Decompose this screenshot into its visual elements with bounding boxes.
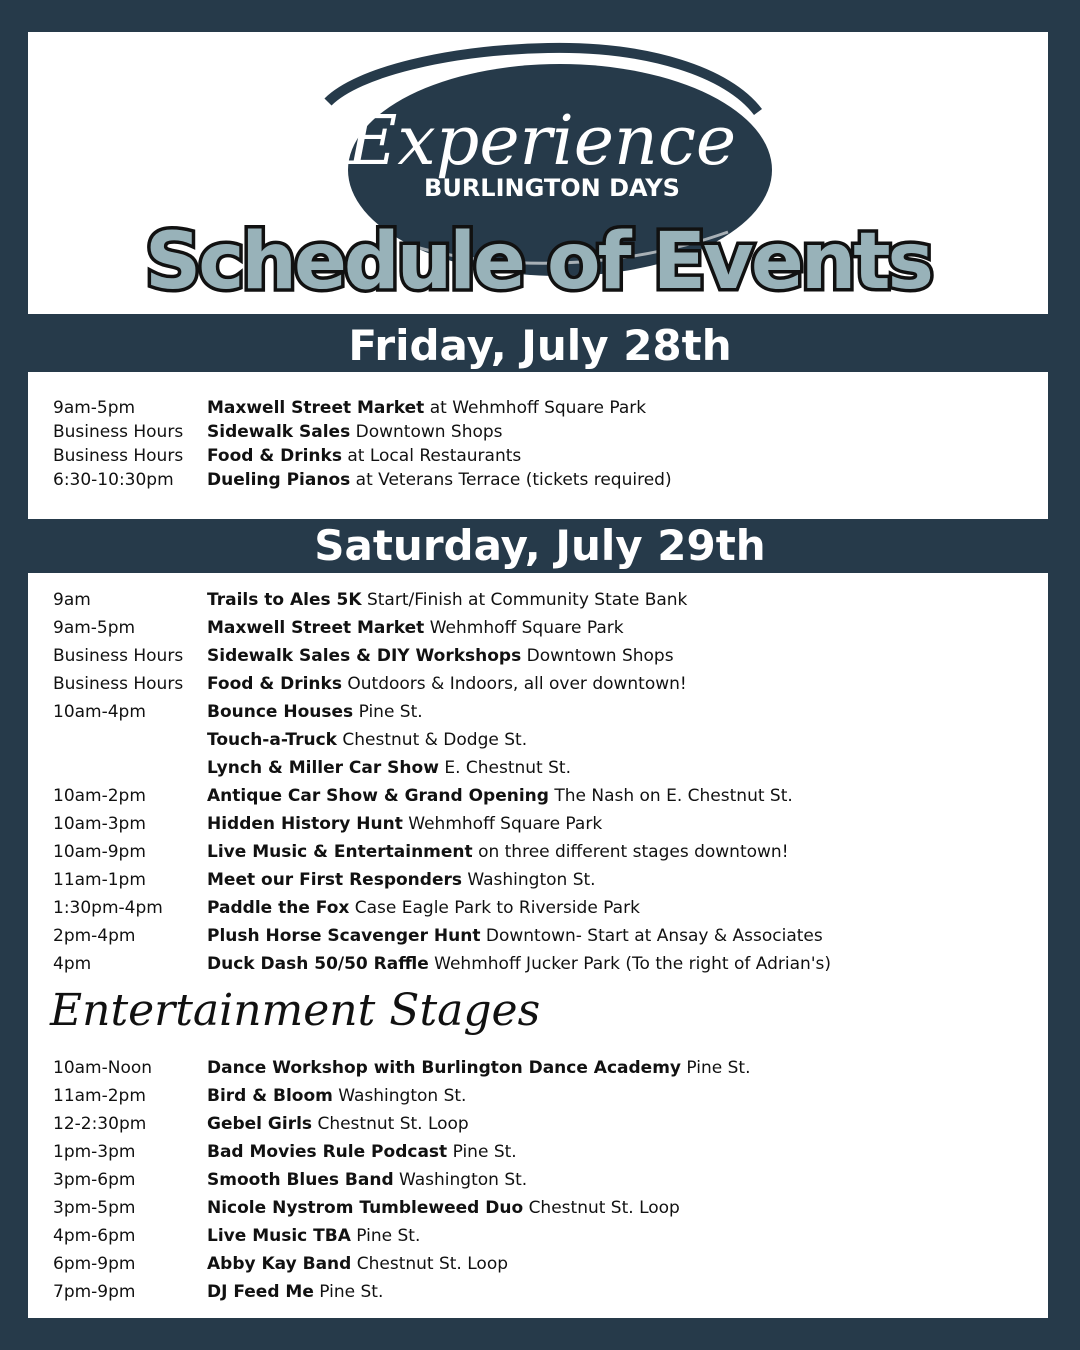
event-location: Downtown Shops — [526, 646, 674, 666]
event-time: 3pm-6pm — [53, 1170, 136, 1190]
event-name: Touch-a-Truck — [207, 730, 337, 750]
event-name: Maxwell Street Market — [207, 398, 425, 418]
event-time: 4pm — [53, 954, 92, 974]
schedule-row — [53, 1250, 508, 1278]
event-location: The Nash on E. Chestnut St. — [554, 786, 793, 806]
saturday-schedule-panel — [28, 573, 1048, 1318]
event-name: Gebel Girls — [207, 1114, 313, 1134]
event-location: Washington St. — [399, 1170, 528, 1190]
schedule-row — [53, 950, 831, 978]
event-time: 6pm-9pm — [53, 1254, 136, 1274]
event-location: Chestnut & Dodge St. — [342, 730, 528, 750]
event-name: Abby Kay Band — [207, 1254, 352, 1274]
event-name: Hidden History Hunt — [207, 814, 403, 834]
event-time: 9am-5pm — [53, 398, 136, 418]
event-time: 7pm-9pm — [53, 1282, 136, 1302]
event-location: Chestnut St. Loop — [317, 1114, 469, 1134]
schedule-row — [53, 726, 527, 754]
schedule-row — [53, 894, 640, 922]
event-time: 1:30pm-4pm — [53, 898, 163, 918]
schedule-row — [53, 466, 672, 494]
event-location: on three different stages downtown! — [478, 842, 789, 862]
event-location: Wehmhoff Square Park — [429, 618, 624, 638]
event-name: Bird & Bloom — [207, 1086, 333, 1106]
logo-sub-text: BURLINGTON DAYS — [424, 174, 680, 202]
event-time: Business Hours — [53, 674, 184, 694]
event-location: Chestnut St. Loop — [528, 1198, 680, 1218]
event-name: Bad Movies Rule Podcast — [207, 1142, 448, 1162]
schedule-row — [53, 1082, 466, 1110]
friday-schedule-panel — [28, 372, 1048, 519]
logo-script-text: Experience — [347, 102, 737, 181]
schedule-row — [53, 670, 687, 698]
event-name: Maxwell Street Market — [207, 618, 425, 638]
event-time: 9am — [53, 590, 91, 610]
event-time: 10am-3pm — [53, 814, 146, 834]
event-time: 12-2:30pm — [53, 1114, 147, 1134]
event-time: Business Hours — [53, 446, 184, 466]
schedule-row — [53, 754, 571, 782]
event-name: Live Music TBA — [207, 1226, 351, 1246]
schedule-row — [53, 642, 674, 670]
schedule-row — [53, 586, 687, 614]
event-name: Sidewalk Sales & DIY Workshops — [207, 646, 522, 666]
event-location: Pine St. — [358, 702, 423, 722]
event-time: 11am-2pm — [53, 1086, 146, 1106]
event-time: 10am-2pm — [53, 786, 146, 806]
event-location: Wehmhoff Square Park — [408, 814, 603, 834]
event-time: 9am-5pm — [53, 618, 136, 638]
event-time: 10am-4pm — [53, 702, 146, 722]
friday-heading: Friday, July 28th — [348, 321, 732, 370]
event-time: 10am-9pm — [53, 842, 146, 862]
event-location: at Veterans Terrace (tickets required) — [355, 470, 672, 490]
page-title: Schedule of Events — [145, 217, 931, 307]
schedule-row — [53, 810, 602, 838]
event-location: Downtown Shops — [355, 422, 503, 442]
event-name: Dueling Pianos — [207, 470, 351, 490]
event-time: 1pm-3pm — [53, 1142, 136, 1162]
schedule-row — [53, 838, 789, 866]
event-name: Dance Workshop with Burlington Dance Academy — [207, 1058, 681, 1078]
event-location: at Wehmhoff Square Park — [429, 398, 647, 418]
entertainment-stages-heading: Entertainment Stages — [50, 985, 541, 1036]
event-name: Lynch & Miller Car Show — [207, 758, 439, 778]
event-location: Wehmhoff Jucker Park (To the right of Adrian's) — [434, 954, 831, 974]
event-location: Washington St. — [338, 1086, 467, 1106]
event-time: 6:30-10:30pm — [53, 470, 174, 490]
event-location: Downtown- Start at Ansay & Associates — [485, 926, 823, 946]
event-location: Pine St. — [686, 1058, 751, 1078]
event-name: Meet our First Responders — [207, 870, 462, 890]
event-name: Bounce Houses — [207, 702, 354, 722]
event-name: Plush Horse Scavenger Hunt — [207, 926, 481, 946]
schedule-row — [53, 1138, 517, 1166]
event-name: Trails to Ales 5K — [207, 590, 362, 610]
event-name: Live Music & Entertainment — [207, 842, 473, 862]
event-name: Antique Car Show & Grand Opening — [207, 786, 549, 806]
schedule-row — [53, 922, 823, 950]
event-time: 3pm-5pm — [53, 1198, 136, 1218]
event-time: 11am-1pm — [53, 870, 146, 890]
event-name: DJ Feed Me — [207, 1282, 314, 1302]
schedule-row — [53, 866, 596, 894]
schedule-row — [53, 1278, 383, 1306]
schedule-row — [53, 1054, 751, 1082]
event-location: Washington St. — [467, 870, 596, 890]
event-name: Duck Dash 50/50 Raffle — [207, 954, 429, 974]
event-name: Sidewalk Sales — [207, 422, 351, 442]
event-name: Food & Drinks — [207, 674, 342, 694]
event-location: Case Eagle Park to Riverside Park — [354, 898, 640, 918]
schedule-row — [53, 614, 624, 642]
event-location: Pine St. — [356, 1226, 421, 1246]
event-name: Smooth Blues Band — [207, 1170, 394, 1190]
event-time: Business Hours — [53, 646, 184, 666]
event-time: 2pm-4pm — [53, 926, 136, 946]
schedule-row — [53, 1166, 527, 1194]
event-location: E. Chestnut St. — [444, 758, 571, 778]
saturday-heading: Saturday, July 29th — [314, 521, 766, 570]
event-location: Pine St. — [319, 1282, 384, 1302]
event-location: Chestnut St. Loop — [356, 1254, 509, 1274]
schedule-row — [53, 1194, 680, 1222]
event-location: Start/Finish at Community State Bank — [366, 590, 688, 610]
event-time: Business Hours — [53, 422, 184, 442]
header-panel — [28, 32, 1048, 314]
event-name: Food & Drinks — [207, 446, 342, 466]
event-location: Pine St. — [452, 1142, 517, 1162]
event-time: 10am-Noon — [53, 1058, 153, 1078]
event-location: at Local Restaurants — [347, 446, 522, 466]
schedule-row — [53, 1110, 469, 1138]
event-location: Outdoors & Indoors, all over downtown! — [347, 674, 687, 694]
event-name: Nicole Nystrom Tumbleweed Duo — [207, 1198, 524, 1218]
event-time: 4pm-6pm — [53, 1226, 136, 1246]
schedule-row — [53, 782, 793, 810]
schedule-row — [53, 698, 423, 726]
schedule-row — [53, 1222, 420, 1250]
event-name: Paddle the Fox — [207, 898, 350, 918]
